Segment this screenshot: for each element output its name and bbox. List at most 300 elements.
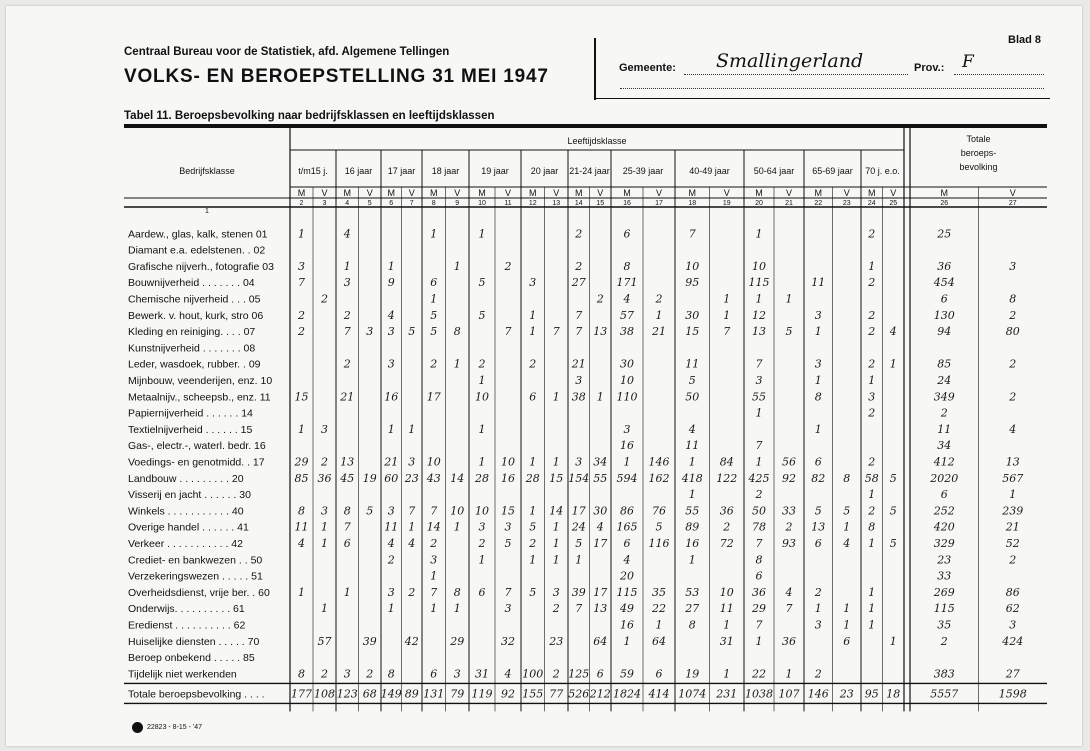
table-cell: 5 — [430, 308, 438, 322]
table-cell: 7 — [504, 325, 512, 339]
table-cell: 10 — [685, 259, 700, 273]
table-cell: 2 — [529, 357, 537, 371]
table-cell: 1 — [868, 488, 876, 502]
table-cell: 24 — [937, 374, 952, 387]
age-class-header: t/m15 j. — [298, 166, 328, 176]
table-cell: 17 — [426, 390, 441, 404]
cbs-logo-icon — [132, 722, 143, 733]
table-cell: 14 — [549, 504, 564, 518]
sex-label: V — [843, 188, 850, 198]
table-cell: 2 — [868, 227, 876, 241]
table-cell: 3 — [1009, 259, 1017, 273]
table-cell: 10 — [501, 455, 515, 469]
column-number: 17 — [655, 200, 663, 207]
table-cell: 3 — [430, 553, 438, 567]
sex-label: M — [478, 188, 486, 198]
table-cell: 36 — [719, 504, 734, 518]
table-cell: 2 — [868, 308, 876, 322]
table-cell: 30 — [685, 308, 700, 322]
table-cell: 7 — [343, 520, 351, 534]
table-cell: 5 — [430, 325, 438, 339]
table-cell: 239 — [1002, 504, 1024, 518]
row-label: Aardew., glas, kalk, stenen 01 — [128, 228, 268, 241]
table-cell: 31 — [475, 667, 489, 681]
column-number: 8 — [431, 200, 436, 207]
table-cell: 14 — [426, 520, 441, 534]
table-cell: 4 — [387, 537, 395, 550]
table-cell: 2 — [868, 325, 876, 339]
table-cell: 252 — [933, 504, 955, 518]
table-cell: 3 — [814, 618, 822, 632]
table-cell: 85 — [294, 471, 309, 485]
table-cell: 58 — [864, 471, 879, 485]
row-label: Grafische nijverh., fotografie 03 — [128, 260, 274, 273]
row-label: Textielnijverheid . . . . . . 15 — [128, 423, 253, 436]
age-class-header: 40-49 jaar — [689, 166, 730, 176]
table-cell: 5 — [688, 374, 696, 387]
total-header-label: beroeps- — [960, 148, 997, 158]
table-cell: 85 — [937, 357, 952, 371]
table-cell: 3 — [343, 667, 351, 681]
table-cell: 110 — [616, 390, 638, 404]
table-cell: 7 — [575, 602, 583, 616]
row-label: Voedings- en genotmidd. . 17 — [128, 456, 265, 469]
table-cell: 6 — [814, 455, 822, 469]
row-label: Winkels . . . . . . . . . . . 40 — [128, 505, 244, 518]
table-cell: 1 — [889, 634, 897, 648]
total-header-label: bevolking — [959, 162, 998, 172]
row-label: Gas-, electr.-, waterl. bedr. 16 — [128, 440, 266, 453]
table-cell: 2 — [552, 602, 560, 616]
column-number: 12 — [528, 200, 537, 207]
table-cell: 7 — [298, 276, 305, 290]
table-cell: 1 — [596, 390, 604, 404]
sex-label: V — [890, 188, 897, 198]
total-cell: 5557 — [930, 687, 959, 701]
table-cell: 59 — [620, 667, 634, 681]
table-cell: 3 — [408, 455, 416, 469]
table-cell: 1 — [478, 422, 486, 436]
table-cell: 19 — [362, 471, 377, 485]
table-cell: 5 — [529, 520, 537, 534]
table-cell: 1 — [755, 292, 763, 306]
table-cell: 1 — [453, 602, 461, 616]
total-cell: 79 — [450, 687, 465, 701]
table-cell: 8 — [298, 667, 305, 681]
table-cell: 8 — [623, 259, 631, 273]
table-cell: 3 — [387, 585, 395, 599]
age-class-header: 21-24 jaar — [569, 166, 610, 176]
table-cell: 1 — [529, 308, 537, 322]
total-cell: 107 — [778, 687, 800, 701]
table-cell: 17 — [593, 585, 608, 599]
table-cell: 2 — [940, 406, 948, 420]
table-cell: 7 — [688, 227, 696, 241]
table-cell: 82 — [811, 471, 826, 485]
table-cell: 36 — [317, 471, 332, 485]
table-cell: 1 — [889, 357, 897, 371]
table-cell: 11 — [294, 520, 309, 534]
table-cell: 60 — [384, 471, 399, 485]
table-cell: 27 — [1005, 667, 1020, 681]
table-cell: 6 — [478, 585, 486, 599]
table-cell: 7 — [575, 325, 583, 339]
table-cell: 1 — [723, 618, 731, 632]
age-class-header: 18 jaar — [431, 166, 460, 176]
row-label: Kleding en reiniging. . . . 07 — [128, 326, 256, 339]
table-cell: 5 — [843, 504, 851, 518]
table-cell: 2 — [529, 537, 537, 550]
table-cell: 1 — [755, 634, 763, 648]
table-cell: 7 — [785, 602, 793, 616]
column-number: 14 — [574, 200, 583, 207]
table-cell: 100 — [522, 667, 544, 681]
age-class-header: 65-69 jaar — [812, 166, 853, 176]
table-cell: 6 — [940, 292, 948, 306]
table-cell: 146 — [648, 455, 670, 469]
table-cell: 1 — [453, 357, 461, 371]
table-cell: 2 — [478, 357, 486, 371]
total-cell: 123 — [336, 687, 358, 701]
age-class-header: 25-39 jaar — [622, 166, 664, 176]
table-cell: 1 — [868, 585, 876, 599]
age-class-header: 19 jaar — [481, 166, 509, 176]
column-number: 24 — [867, 200, 876, 207]
total-cell: 131 — [423, 687, 445, 701]
table-cell: 32 — [501, 634, 515, 648]
total-header-label: Totale — [966, 134, 991, 144]
table-cell: 5 — [478, 308, 486, 322]
table-cell: 1 — [575, 553, 583, 567]
table-cell: 3 — [366, 325, 374, 339]
table-cell: 1 — [529, 504, 537, 518]
table-cell: 4 — [298, 537, 305, 550]
table-cell: 567 — [1002, 471, 1024, 485]
table-cell: 2 — [575, 259, 583, 273]
table-cell: 13 — [752, 325, 766, 339]
sex-label: M — [343, 188, 351, 198]
sex-label: V — [785, 188, 793, 198]
table-cell: 4 — [623, 292, 631, 306]
table-cell: 21 — [384, 455, 399, 469]
table-cell: 5 — [529, 585, 537, 599]
column-number: 5 — [367, 200, 372, 207]
sex-label: V — [408, 188, 415, 198]
row-label: Huiselijke diensten . . . . . 70 — [128, 635, 260, 648]
total-cell: 68 — [362, 687, 377, 701]
table-cell: 55 — [593, 471, 608, 485]
table-cell: 23 — [404, 471, 419, 485]
table-cell: 11 — [719, 602, 734, 616]
table-cell: 7 — [408, 504, 416, 518]
table-cell: 16 — [620, 439, 634, 453]
table-cell: 2 — [430, 537, 438, 550]
table-cell: 5 — [889, 471, 897, 485]
table-cell: 1 — [843, 602, 851, 616]
table-cell: 21 — [652, 325, 666, 339]
row-label: Leder, wasdoek, rubber. . 09 — [128, 358, 261, 371]
table-cell: 15 — [685, 325, 700, 339]
table-cell: 7 — [723, 325, 731, 339]
table-cell: 3 — [504, 602, 512, 616]
table-cell: 3 — [387, 504, 395, 518]
table-cell: 7 — [430, 504, 438, 518]
table-cell: 5 — [655, 520, 663, 534]
table-cell: 1 — [868, 602, 876, 616]
row-label: Crediet- en bankwezen . . 50 — [128, 554, 263, 567]
table-cell: 1 — [688, 553, 696, 567]
table-cell: 130 — [933, 308, 955, 322]
table-cell: 16 — [620, 618, 634, 632]
row-label: Tijdelijk niet werkenden — [128, 668, 237, 681]
table-cell: 38 — [571, 390, 586, 404]
table-cell: 4 — [1009, 422, 1017, 436]
table-cell: 349 — [933, 390, 955, 404]
column-number: 9 — [455, 200, 460, 207]
table-cell: 64 — [593, 634, 608, 648]
table-cell: 3 — [575, 455, 583, 469]
table-cell: 2 — [868, 406, 876, 420]
age-class-header: 17 jaar — [387, 166, 416, 176]
table-cell: 6 — [529, 390, 537, 404]
total-cell: 149 — [380, 687, 402, 701]
table-cell: 17 — [571, 504, 586, 518]
table-cell: 1 — [387, 259, 395, 273]
table-cell: 6 — [940, 488, 948, 502]
total-cell: 108 — [314, 687, 335, 701]
table-cell: 2 — [1009, 553, 1017, 567]
table-cell: 2 — [785, 520, 793, 534]
table-cell: 86 — [1005, 585, 1020, 599]
column-number: 6 — [389, 200, 394, 207]
table-cell: 1 — [723, 308, 731, 322]
table-cell: 6 — [430, 667, 438, 681]
total-cell: 89 — [404, 687, 419, 701]
table-cell: 1 — [321, 537, 328, 550]
table-cell: 125 — [568, 667, 590, 681]
table-cell: 11 — [685, 439, 700, 453]
row-header-label: Bedrijfsklasse — [179, 166, 235, 176]
table-cell: 5 — [814, 504, 822, 518]
total-cell: 23 — [839, 687, 854, 701]
table-cell: 64 — [652, 634, 666, 648]
table-cell: 1 — [552, 520, 560, 534]
total-cell: 95 — [864, 687, 879, 701]
table-cell: 78 — [752, 520, 766, 534]
table-cell: 5 — [785, 325, 793, 339]
table-cell: 2 — [868, 276, 876, 290]
table-cell: 3 — [478, 520, 486, 534]
sex-label: V — [321, 188, 328, 198]
table-cell: 8 — [453, 325, 461, 339]
table-cell: 49 — [620, 602, 634, 616]
table-cell: 1 — [755, 406, 763, 420]
table-cell: 10 — [620, 374, 634, 387]
table-cell: 6 — [623, 537, 631, 550]
total-cell: 18 — [886, 687, 901, 701]
table-cell: 2 — [321, 455, 328, 469]
row-label: Bewerk. v. hout, kurk, stro 06 — [128, 309, 264, 322]
table-cell: 84 — [719, 455, 734, 469]
table-cell: 4 — [843, 537, 851, 550]
table-cell: 7 — [343, 325, 351, 339]
table-cell: 6 — [430, 276, 438, 290]
gemeente-label: Gemeente: — [619, 62, 676, 74]
table-cell: 28 — [475, 471, 489, 485]
table-cell: 1 — [688, 455, 696, 469]
table-cell: 2 — [868, 504, 876, 518]
table-cell: 2 — [408, 585, 416, 599]
table-cell: 1 — [868, 259, 876, 273]
table-cell: 1 — [430, 569, 438, 583]
table-cell: 3 — [298, 259, 305, 273]
table-cell: 16 — [685, 537, 700, 550]
table-cell: 2 — [321, 667, 328, 681]
table-cell: 5 — [366, 504, 374, 518]
table-cell: 5 — [575, 537, 583, 550]
table-cell: 24 — [571, 520, 586, 534]
total-cell: 212 — [589, 687, 611, 701]
table-cell: 1 — [723, 667, 731, 681]
sex-label: M — [688, 188, 696, 198]
table-cell: 2 — [1009, 357, 1017, 371]
table-cell: 7 — [430, 585, 438, 599]
sex-label: V — [655, 188, 663, 198]
table-cell: 2 — [1009, 308, 1017, 322]
table-cell: 1 — [343, 585, 351, 599]
table-cell: 62 — [1005, 602, 1020, 616]
table-cell: 1 — [529, 553, 537, 567]
table-cell: 13 — [1005, 455, 1020, 469]
table-cell: 3 — [755, 374, 763, 387]
row-label: Diamant e.a. edelstenen. . 02 — [128, 244, 266, 257]
table-cell: 92 — [782, 471, 796, 485]
table-cell: 4 — [596, 520, 604, 534]
table-cell: 3 — [552, 585, 560, 599]
table-cell: 38 — [620, 325, 634, 339]
table-cell: 2020 — [930, 471, 959, 485]
table-cell: 269 — [933, 585, 955, 599]
table-cell: 2 — [343, 357, 351, 371]
table-cell: 171 — [616, 276, 638, 290]
table-cell: 1 — [814, 602, 822, 616]
table-cell: 1 — [321, 602, 328, 616]
table-cell: 22 — [752, 667, 766, 681]
table-cell: 2 — [814, 585, 822, 599]
table-cell: 94 — [937, 325, 952, 339]
table-cell: 93 — [782, 537, 796, 550]
sex-label: V — [366, 188, 373, 198]
age-class-header: 70 j. e.o. — [865, 166, 900, 176]
table-cell: 2 — [723, 520, 731, 534]
table-cell: 8 — [868, 520, 876, 534]
table-cell: 23 — [937, 553, 952, 567]
table-cell: 21 — [1005, 520, 1020, 534]
table-cell: 10 — [450, 504, 465, 518]
total-cell: 231 — [716, 687, 738, 701]
sex-label: M — [430, 188, 438, 198]
table-cell: 4 — [889, 325, 897, 339]
table-cell: 1 — [478, 455, 486, 469]
table-cell: 2 — [868, 357, 876, 371]
table-cell: 165 — [616, 520, 638, 534]
table-cell: 10 — [752, 259, 766, 273]
table-cell: 3 — [623, 422, 631, 436]
table-cell: 1 — [723, 292, 731, 306]
table-cell: 10 — [426, 455, 441, 469]
table-cell: 16 — [501, 471, 515, 485]
table-cell: 39 — [571, 585, 586, 599]
table-cell: 8 — [343, 504, 351, 518]
table-cell: 2 — [1009, 390, 1017, 404]
table-cell: 57 — [620, 308, 634, 322]
table-cell: 1 — [814, 374, 822, 387]
table-cell: 3 — [575, 374, 583, 387]
table-cell: 3 — [321, 504, 328, 518]
table-cell: 36 — [752, 585, 766, 599]
sex-label: V — [723, 188, 730, 198]
row-label: Landbouw . . . . . . . . . 20 — [128, 472, 244, 485]
column-number: 15 — [596, 200, 605, 207]
table-cell: 1 — [814, 325, 822, 339]
total-cell: 1598 — [998, 687, 1027, 701]
row-label: Visserij en jacht . . . . . . 30 — [128, 489, 251, 502]
table-cell: 33 — [782, 504, 796, 518]
table-cell: 1 — [343, 259, 351, 273]
table-cell: 116 — [648, 537, 670, 550]
table-cell: 55 — [752, 390, 766, 404]
table-cell: 2 — [366, 667, 374, 681]
table-cell: 2 — [868, 455, 876, 469]
table-cell: 15 — [501, 504, 515, 518]
table-cell: 11 — [937, 422, 952, 436]
column-number: 1 — [205, 208, 209, 215]
table-cell: 1 — [655, 308, 663, 322]
table-cell: 3 — [868, 390, 876, 404]
table-cell: 55 — [685, 504, 700, 518]
row-label: Beroep onbekend . . . . . 85 — [128, 652, 255, 665]
table-cell: 1 — [655, 618, 663, 632]
row-label: Onderwijs. . . . . . . . . . 61 — [128, 603, 245, 616]
table-cell: 3 — [814, 357, 822, 371]
table-cell: 36 — [937, 259, 952, 273]
table-cell: 4 — [387, 308, 395, 322]
sex-label: M — [387, 188, 395, 198]
table-cell: 4 — [343, 227, 351, 241]
sex-label: M — [623, 188, 631, 198]
table-cell: 3 — [814, 308, 822, 322]
table-cell: 2 — [596, 292, 604, 306]
table-cell: 1 — [755, 227, 763, 241]
table-cell: 34 — [937, 439, 952, 453]
table-cell: 25 — [937, 227, 952, 241]
province-label: Prov.: — [914, 62, 945, 74]
table-cell: 11 — [685, 357, 700, 371]
table-cell: 2 — [343, 308, 351, 322]
table-cell: 115 — [616, 585, 638, 599]
table-cell: 35 — [937, 618, 952, 632]
table-cell: 1 — [868, 374, 876, 387]
table-cell: 6 — [814, 537, 822, 550]
table-cell: 72 — [719, 537, 734, 550]
table-cell: 8 — [814, 390, 822, 404]
table-cell: 10 — [475, 390, 489, 404]
bureau-name: Centraal Bureau voor de Statistiek, afd. Algemene Tellingen — [124, 46, 450, 58]
table-cell: 6 — [596, 667, 604, 681]
table-cell: 31 — [719, 634, 734, 648]
form-code: 22823 - 8-15 - '47 — [147, 724, 203, 731]
table-cell: 1 — [552, 537, 560, 550]
